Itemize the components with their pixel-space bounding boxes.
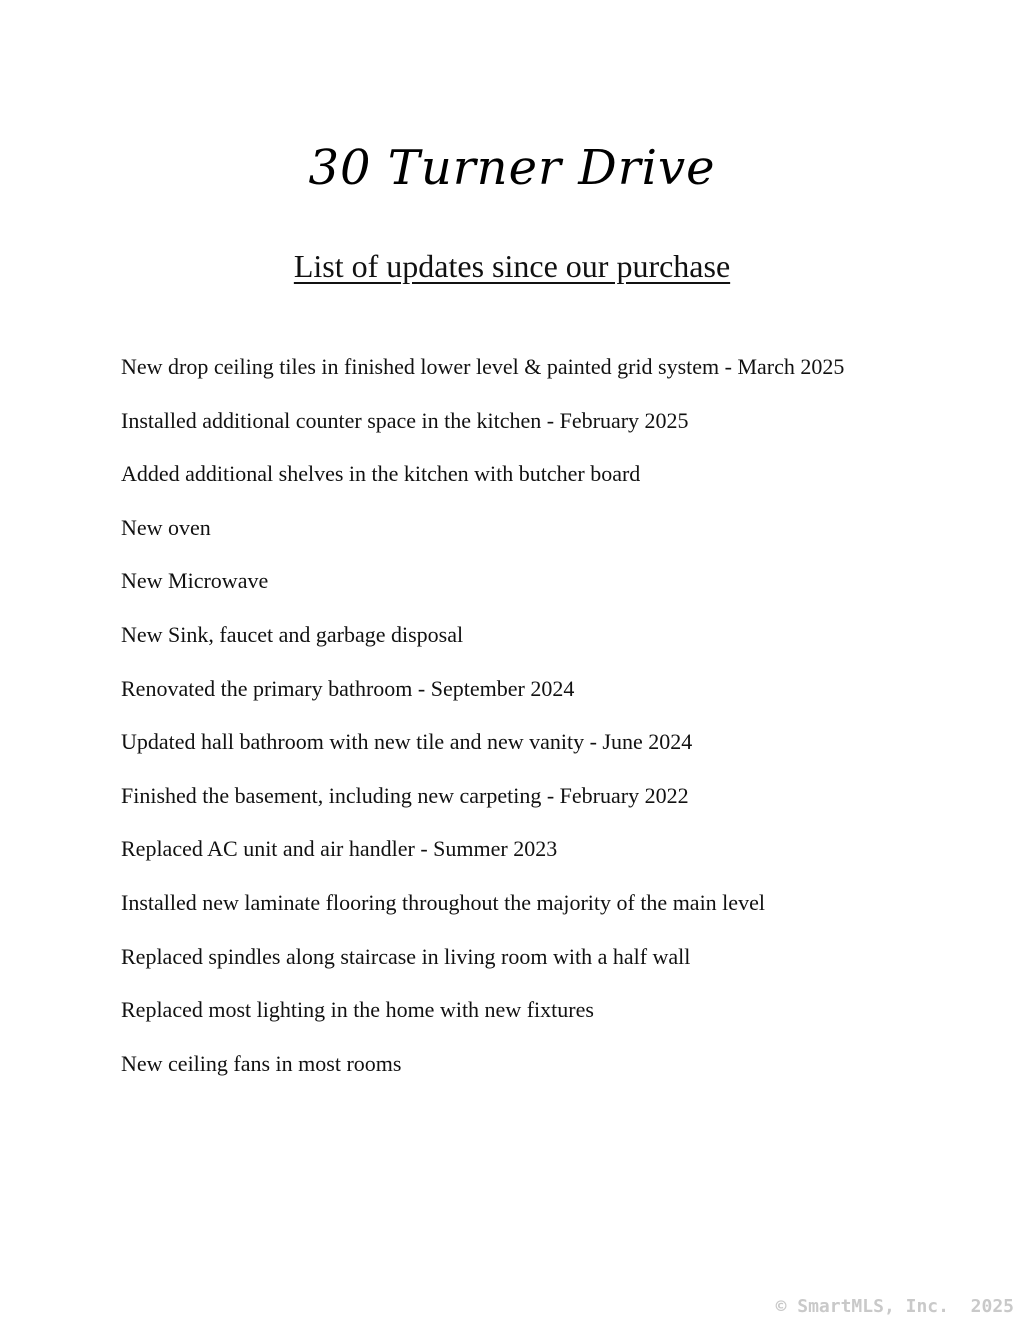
update-item: Replaced most lighting in the home with new fixtures: [121, 997, 594, 1023]
update-item: New ceiling fans in most rooms: [121, 1050, 402, 1076]
update-item: New oven: [121, 514, 211, 540]
update-item: Updated hall bathroom with new tile and new vanity - June 2024: [121, 729, 693, 755]
update-item: Installed additional counter space in the kitchen - February 2025: [121, 407, 689, 433]
document-subtitle: List of updates since our purchase: [293, 248, 731, 284]
copyright-watermark: © SmartMLS, Inc. 2025: [775, 1296, 1014, 1317]
update-item: Added additional shelves in the kitchen with butcher board: [121, 461, 641, 487]
update-item: Renovated the primary bathroom - September 2024: [121, 675, 575, 701]
document-title: 30 Turner Drive: [308, 140, 716, 196]
updates-list: [121, 350, 981, 1100]
update-item: Replaced AC unit and air handler - Summer 2023: [121, 836, 558, 862]
update-item: New Microwave: [121, 568, 269, 594]
update-item: New Sink, faucet and garbage disposal: [121, 621, 464, 647]
update-item: Finished the basement, including new carpeting - February 2022: [121, 782, 689, 808]
update-item: Replaced spindles along staircase in living room with a half wall: [121, 943, 691, 969]
update-item: Installed new laminate flooring throughout the majority of the main level: [121, 889, 765, 915]
update-item: New drop ceiling tiles in finished lower level & painted grid system - March 2025: [121, 354, 845, 379]
